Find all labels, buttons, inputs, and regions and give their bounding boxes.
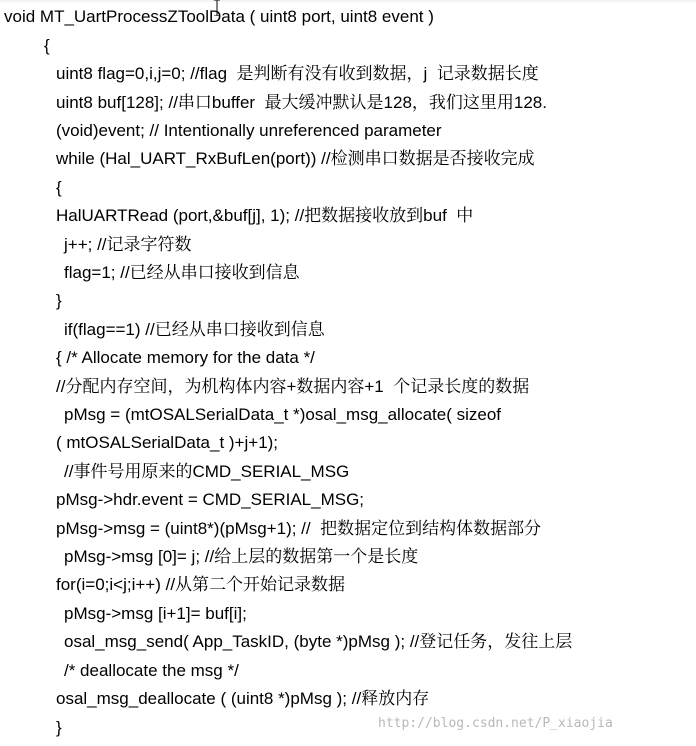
code-line: (void)event; // Intentionally unreferenced parameter	[56, 121, 442, 140]
code-line: pMsg->msg [i+1]= buf[i];	[64, 604, 247, 623]
code-line: }	[56, 291, 62, 310]
code-line: while (Hal_UART_RxBufLen(port)) //检测串口数据是否接收完成	[56, 149, 535, 168]
code-line: pMsg = (mtOSALSerialData_t *)osal_msg_allocate( sizeof	[64, 405, 501, 424]
code-line: if(flag==1) //已经从串口接收到信息	[64, 320, 325, 339]
code-line-open-brace: {	[44, 36, 50, 55]
code-line: { /* Allocate memory for the data */	[56, 348, 315, 367]
top-edge	[0, 0, 696, 2]
code-line: pMsg->hdr.event = CMD_SERIAL_MSG;	[56, 490, 365, 509]
code-line: pMsg->msg = (uint8*)(pMsg+1); // 把数据定位到结构体数据部分	[56, 519, 542, 538]
code-line: osal_msg_send( App_TaskID, (byte *)pMsg ); //登记任务，发往上层	[64, 632, 573, 651]
code-line: /* deallocate the msg */	[64, 661, 239, 680]
code-line: j++; //记录字符数	[64, 235, 192, 254]
code-line: //分配内存空间，为机构体内容+数据内容+1 个记录长度的数据	[56, 377, 530, 396]
watermark-url: http://blog.csdn.net/P_xiaojia	[378, 716, 613, 731]
code-line-signature: void MT_UartProcessZToolData ( uint8 port, uint8 event )	[4, 7, 434, 26]
code-line: //事件号用原来的CMD_SERIAL_MSG	[64, 462, 350, 481]
code-line: osal_msg_deallocate ( (uint8 *)pMsg ); //释放内存	[56, 689, 430, 708]
code-line: HalUARTRead (port,&buf[j], 1); //把数据接收放到buf 中	[56, 206, 474, 225]
code-line: uint8 buf[128]; //串口buffer 最大缓冲默认是128，我们这里用128.	[56, 93, 547, 112]
code-line: for(i=0;i<j;i++) //从第二个开始记录数据	[56, 575, 346, 594]
code-line: flag=1; //已经从串口接收到信息	[64, 263, 300, 282]
code-line: uint8 flag=0,i,j=0; //flag 是判断有没有收到数据，j 记录数据长度	[56, 64, 539, 83]
code-line: {	[56, 178, 62, 197]
code-line: pMsg->msg [0]= j; //给上层的数据第一个是长度	[64, 547, 419, 566]
code-line-close-brace: }	[56, 718, 62, 737]
code-line: ( mtOSALSerialData_t )+j+1);	[56, 433, 279, 452]
